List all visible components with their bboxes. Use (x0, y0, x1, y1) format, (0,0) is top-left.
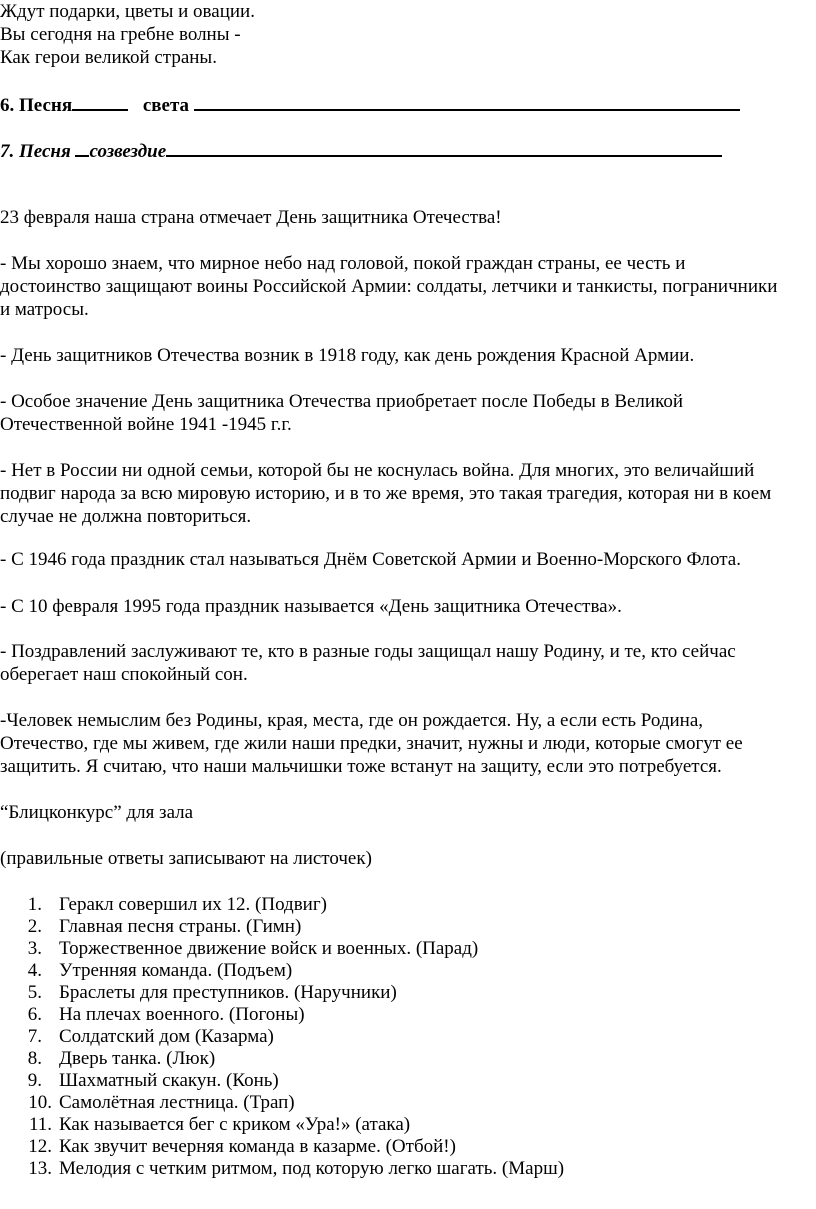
paragraph-line: - День защитников Отечества возник в 1918 году, как день рождения Красной Армии. (0, 345, 695, 366)
paragraph-line: - С 10 февраля 1995 года праздник называется «День защитника Отечества». (0, 596, 622, 617)
list-number: 12. (28, 1136, 52, 1157)
question-7-number: 7. (0, 141, 15, 162)
list-text: Как называется бег с криком «Ура!» (атака) (59, 1114, 411, 1135)
list-text: Самолётная лестница. (Трап) (59, 1092, 295, 1113)
quiz-title: “Блицконкурс” для зала (0, 802, 194, 823)
list-number: 11. (28, 1114, 52, 1135)
verse-line: Ждут подарки, цветы и овации. (0, 1, 255, 22)
list-number: 10. (28, 1092, 52, 1113)
list-number: 6. (27, 1004, 42, 1025)
list-text: Геракл совершил их 12. (Подвиг) (59, 894, 327, 915)
list-text: Солдатский дом (Казарма) (59, 1026, 274, 1047)
question-7-word2: созвездие (89, 141, 167, 162)
blank-line (75, 139, 89, 157)
list-number: 7. (27, 1026, 42, 1047)
blank-line (194, 93, 740, 111)
list-number: 1. (27, 894, 42, 915)
list-text: Как звучит вечерняя команда в казарме. (Отбой!) (59, 1136, 456, 1157)
list-number: 2. (27, 916, 42, 937)
list-text: На плечах военного. (Погоны) (59, 1004, 305, 1025)
paragraph-line: Отечество, где мы живем, где жили наши предки, значит, нужны и люди, которые смогут ее (0, 733, 743, 754)
list-text: Браслеты для преступников. (Наручники) (59, 982, 397, 1003)
question-6-word1: Песня (19, 95, 73, 116)
blank-line (166, 139, 722, 157)
list-text: Мелодия с четким ритмом, под которую легко шагать. (Марш) (59, 1158, 565, 1179)
list-number: 13. (28, 1158, 52, 1179)
paragraph-line: - Нет в России ни одной семьи, которой бы не коснулась война. Для многих, это величайший (0, 460, 755, 481)
paragraph-line: подвиг народа за всю мировую историю, и в то же время, это такая трагедия, которая ни в коем (0, 483, 772, 504)
intro-text: 23 февраля наша страна отмечает День защитника Отечества! (0, 207, 502, 228)
list-text: Шахматный скакун. (Конь) (59, 1070, 279, 1091)
paragraph-line: оберегает наш спокойный сон. (0, 664, 248, 685)
list-text: Утренняя команда. (Подъем) (59, 960, 293, 981)
verse-line: Вы сегодня на гребне волны - (0, 24, 241, 45)
list-text: Дверь танка. (Люк) (59, 1048, 216, 1069)
question-6-number: 6. (0, 95, 15, 116)
question-7-word1: Песня (19, 141, 71, 162)
blank-line (72, 93, 128, 111)
list-text: Главная песня страны. (Гимн) (59, 916, 302, 937)
list-text: Торжественное движение войск и военных. (Парад) (59, 938, 479, 959)
paragraph-line: и матросы. (0, 299, 89, 320)
paragraph-line: защитить. Я считаю, что наши мальчишки тоже встанут на защиту, если это потребуется. (0, 756, 722, 777)
paragraph-line: случае не должна повториться. (0, 506, 252, 527)
list-number: 8. (27, 1048, 42, 1069)
list-number: 5. (27, 982, 42, 1003)
paragraph-line: - С 1946 года праздник стал называться Днём Советской Армии и Военно-Морского Флота. (0, 549, 741, 570)
question-6 (0, 93, 740, 117)
list-number: 9. (27, 1070, 42, 1091)
question-7 (0, 139, 722, 163)
paragraph-line: - Особое значение День защитника Отечества приобретает после Победы в Великой (0, 391, 684, 412)
list-number: 3. (27, 938, 42, 959)
paragraph-line: - Мы хорошо знаем, что мирное небо над головой, покой граждан страны, ее честь и (0, 253, 686, 274)
paragraph-line: Отечественной войне 1941 -1945 г.г. (0, 414, 292, 435)
paragraph-line: достоинство защищают воины Российской Армии: солдаты, летчики и танкисты, пограничники (0, 276, 778, 297)
paragraph-line: -Человек немыслим без Родины, края, места, где он рождается. Ну, а если есть Родина, (0, 710, 704, 731)
paragraph-line: - Поздравлений заслуживают те, кто в разные годы защищал нашу Родину, и те, кто сейчас (0, 641, 736, 662)
list-number: 4. (27, 960, 42, 981)
verse-line: Как герои великой страны. (0, 47, 217, 68)
question-6-word2: света (142, 95, 190, 116)
quiz-note: (правильные ответы записывают на листочек) (0, 848, 372, 869)
